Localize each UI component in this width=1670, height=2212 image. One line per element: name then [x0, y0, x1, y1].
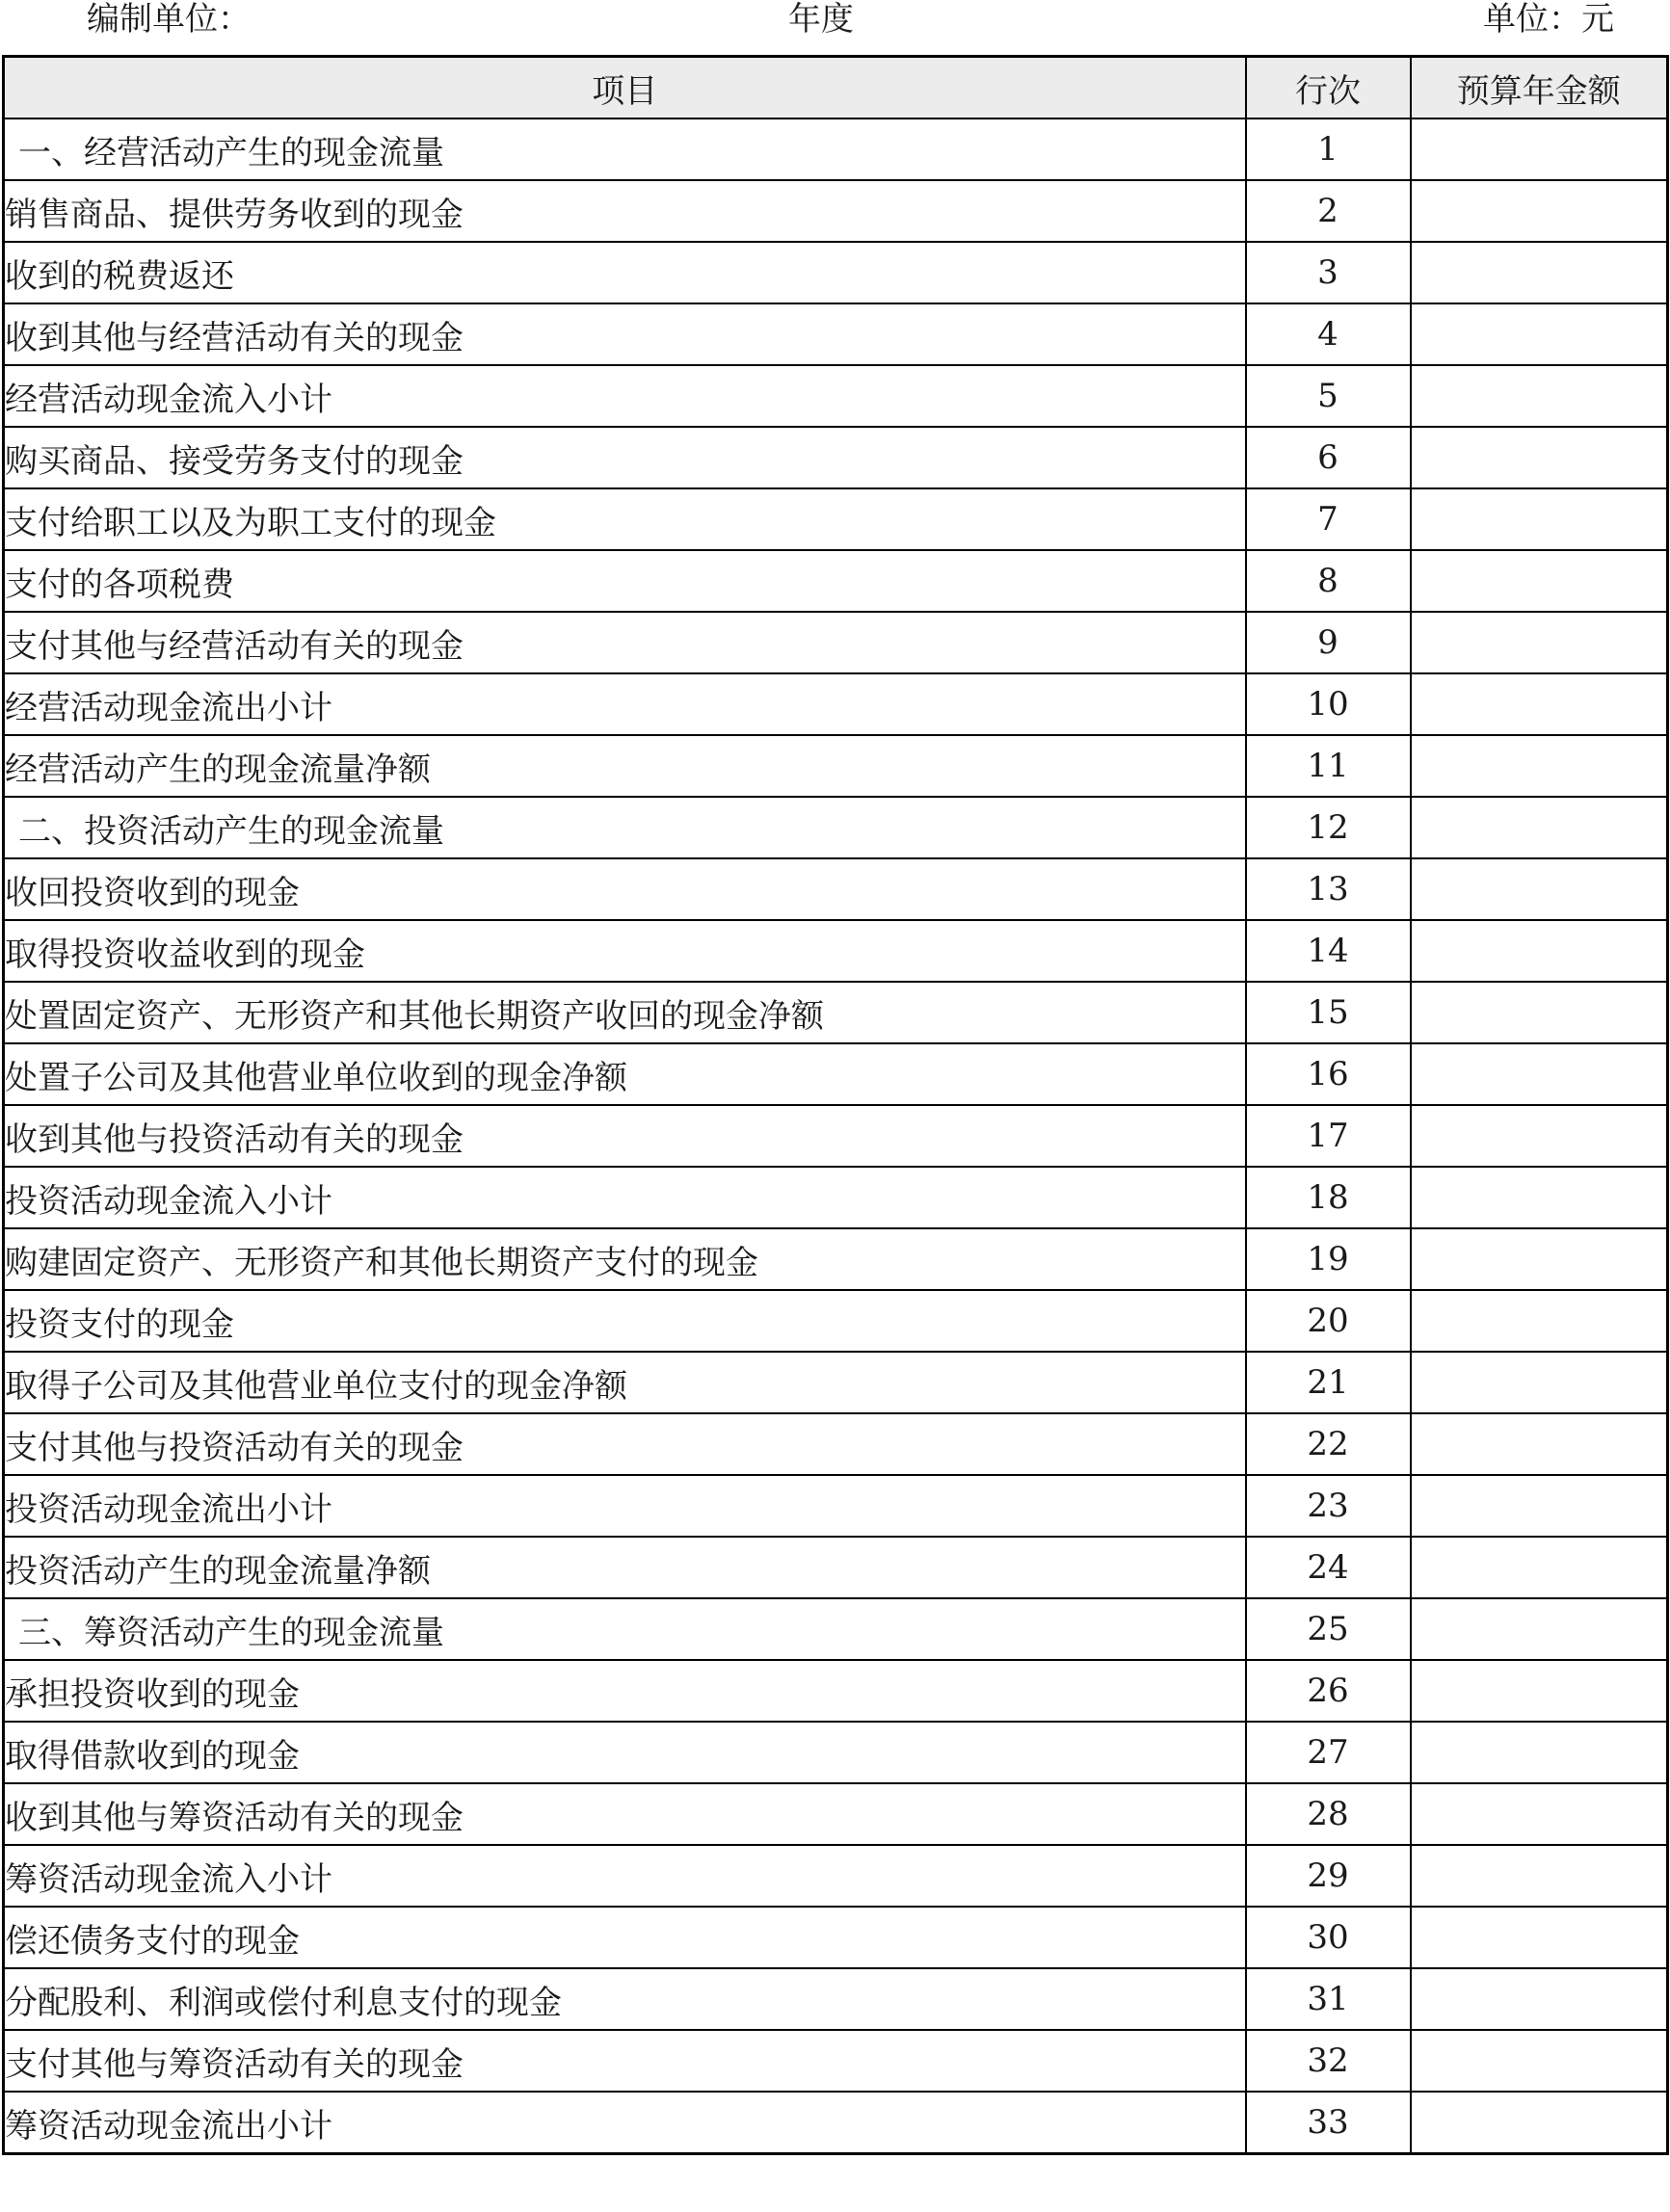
- row-amount-cell[interactable]: [1411, 735, 1668, 797]
- row-line-number: 9: [1246, 612, 1411, 673]
- table-row: [4, 673, 1668, 735]
- table-row: [4, 488, 1668, 550]
- row-amount-cell[interactable]: [1411, 1907, 1668, 1968]
- column-header-amount: 预算年金额: [1411, 57, 1668, 119]
- row-item-label: 处置子公司及其他营业单位收到的现金净额: [4, 1043, 1246, 1105]
- table-row: [4, 1968, 1668, 2030]
- row-item-label: 二、投资活动产生的现金流量: [4, 797, 1246, 858]
- org-label: 编制单位：: [87, 0, 251, 39]
- row-line-number: 6: [1246, 427, 1411, 488]
- unit-label: 单位：元: [1483, 0, 1614, 39]
- row-line-number: 32: [1246, 2030, 1411, 2092]
- row-line-number: 12: [1246, 797, 1411, 858]
- table-row: [4, 1167, 1668, 1228]
- row-line-number: 22: [1246, 1413, 1411, 1475]
- row-line-number: 4: [1246, 303, 1411, 365]
- table-row: [4, 427, 1668, 488]
- row-line-number: 28: [1246, 1783, 1411, 1845]
- table-row: [4, 180, 1668, 242]
- row-line-number: 24: [1246, 1537, 1411, 1598]
- row-amount-cell[interactable]: [1411, 1228, 1668, 1290]
- row-amount-cell[interactable]: [1411, 673, 1668, 735]
- row-line-number: 7: [1246, 488, 1411, 550]
- row-amount-cell[interactable]: [1411, 1290, 1668, 1352]
- row-amount-cell[interactable]: [1411, 982, 1668, 1043]
- row-amount-cell[interactable]: [1411, 1167, 1668, 1228]
- row-amount-cell[interactable]: [1411, 1352, 1668, 1413]
- table-row: [4, 1907, 1668, 1968]
- row-amount-cell[interactable]: [1411, 1043, 1668, 1105]
- section-row: [4, 1598, 1668, 1660]
- row-amount-cell[interactable]: [1411, 242, 1668, 303]
- row-line-number: 33: [1246, 2092, 1411, 2154]
- row-amount-cell[interactable]: [1411, 797, 1668, 858]
- row-item-label: 支付其他与投资活动有关的现金: [4, 1413, 1246, 1475]
- row-line-number: 30: [1246, 1907, 1411, 1968]
- row-item-label: 取得子公司及其他营业单位支付的现金净额: [4, 1352, 1246, 1413]
- row-item-label: 销售商品、提供劳务收到的现金: [4, 180, 1246, 242]
- row-line-number: 17: [1246, 1105, 1411, 1167]
- report-header: [0, 0, 1670, 50]
- row-line-number: 8: [1246, 550, 1411, 612]
- row-item-label: 投资活动产生的现金流量净额: [4, 1537, 1246, 1598]
- year-label: 年度: [788, 0, 854, 39]
- table-body: [4, 118, 1668, 2154]
- table-row: [4, 365, 1668, 427]
- row-line-number: 3: [1246, 242, 1411, 303]
- row-line-number: 19: [1246, 1228, 1411, 1290]
- row-item-label: 支付其他与筹资活动有关的现金: [4, 2030, 1246, 2092]
- table-row: [4, 1043, 1668, 1105]
- row-amount-cell[interactable]: [1411, 1105, 1668, 1167]
- table-row: [4, 2030, 1668, 2092]
- section-row: [4, 118, 1668, 180]
- row-line-number: 11: [1246, 735, 1411, 797]
- table-row: [4, 1352, 1668, 1413]
- row-line-number: 27: [1246, 1722, 1411, 1783]
- row-item-label: 投资支付的现金: [4, 1290, 1246, 1352]
- row-item-label: 三、筹资活动产生的现金流量: [4, 1598, 1246, 1660]
- row-amount-cell[interactable]: [1411, 858, 1668, 920]
- row-amount-cell[interactable]: [1411, 427, 1668, 488]
- table-row: [4, 1105, 1668, 1167]
- row-item-label: 经营活动产生的现金流量净额: [4, 735, 1246, 797]
- row-line-number: 25: [1246, 1598, 1411, 1660]
- row-amount-cell[interactable]: [1411, 1413, 1668, 1475]
- row-item-label: 经营活动现金流入小计: [4, 365, 1246, 427]
- column-header-item: 项目: [4, 57, 1246, 119]
- row-item-label: 取得借款收到的现金: [4, 1722, 1246, 1783]
- column-header-line: 行次: [1246, 57, 1411, 119]
- row-amount-cell[interactable]: [1411, 1722, 1668, 1783]
- table-row: [4, 858, 1668, 920]
- row-line-number: 2: [1246, 180, 1411, 242]
- table-row: [4, 1783, 1668, 1845]
- row-amount-cell[interactable]: [1411, 612, 1668, 673]
- row-amount-cell[interactable]: [1411, 1845, 1668, 1907]
- row-item-label: 经营活动现金流出小计: [4, 673, 1246, 735]
- table-row: [4, 1228, 1668, 1290]
- row-item-label: 筹资活动现金流入小计: [4, 1845, 1246, 1907]
- row-amount-cell[interactable]: [1411, 1660, 1668, 1722]
- table-row: [4, 612, 1668, 673]
- row-item-label: 投资活动现金流入小计: [4, 1167, 1246, 1228]
- table-row: [4, 735, 1668, 797]
- row-item-label: 支付其他与经营活动有关的现金: [4, 612, 1246, 673]
- row-line-number: 31: [1246, 1968, 1411, 2030]
- row-amount-cell[interactable]: [1411, 488, 1668, 550]
- row-item-label: 处置固定资产、无形资产和其他长期资产收回的现金净额: [4, 982, 1246, 1043]
- table-row: [4, 242, 1668, 303]
- row-amount-cell[interactable]: [1411, 303, 1668, 365]
- row-amount-cell[interactable]: [1411, 1783, 1668, 1845]
- table-row: [4, 1475, 1668, 1537]
- row-amount-cell[interactable]: [1411, 1475, 1668, 1537]
- row-item-label: 购买商品、接受劳务支付的现金: [4, 427, 1246, 488]
- row-item-label: 一、经营活动产生的现金流量: [4, 118, 1246, 180]
- table-row: [4, 920, 1668, 982]
- row-line-number: 10: [1246, 673, 1411, 735]
- row-item-label: 分配股利、利润或偿付利息支付的现金: [4, 1968, 1246, 2030]
- row-amount-cell[interactable]: [1411, 118, 1668, 180]
- row-item-label: 收到其他与经营活动有关的现金: [4, 303, 1246, 365]
- row-line-number: 13: [1246, 858, 1411, 920]
- row-line-number: 21: [1246, 1352, 1411, 1413]
- row-item-label: 偿还债务支付的现金: [4, 1907, 1246, 1968]
- row-amount-cell[interactable]: [1411, 2030, 1668, 2092]
- row-amount-cell[interactable]: [1411, 550, 1668, 612]
- row-item-label: 收到的税费返还: [4, 242, 1246, 303]
- row-item-label: 收到其他与筹资活动有关的现金: [4, 1783, 1246, 1845]
- table-row: [4, 982, 1668, 1043]
- row-item-label: 投资活动现金流出小计: [4, 1475, 1246, 1537]
- table-row: [4, 303, 1668, 365]
- table-row: [4, 1290, 1668, 1352]
- row-line-number: 1: [1246, 118, 1411, 180]
- table-row: [4, 1537, 1668, 1598]
- row-item-label: 收回投资收到的现金: [4, 858, 1246, 920]
- row-line-number: 14: [1246, 920, 1411, 982]
- row-amount-cell[interactable]: [1411, 2092, 1668, 2154]
- table-row: [4, 2092, 1668, 2154]
- row-line-number: 29: [1246, 1845, 1411, 1907]
- row-line-number: 5: [1246, 365, 1411, 427]
- table-row: [4, 1722, 1668, 1783]
- table-row: [4, 1413, 1668, 1475]
- row-amount-cell[interactable]: [1411, 1968, 1668, 2030]
- table-row: [4, 1660, 1668, 1722]
- row-item-label: 购建固定资产、无形资产和其他长期资产支付的现金: [4, 1228, 1246, 1290]
- row-item-label: 支付给职工以及为职工支付的现金: [4, 488, 1246, 550]
- row-line-number: 15: [1246, 982, 1411, 1043]
- table-row: [4, 1845, 1668, 1907]
- row-item-label: 筹资活动现金流出小计: [4, 2092, 1246, 2154]
- row-line-number: 16: [1246, 1043, 1411, 1105]
- row-amount-cell[interactable]: [1411, 1598, 1668, 1660]
- row-item-label: 承担投资收到的现金: [4, 1660, 1246, 1722]
- table-header-row: [4, 57, 1668, 119]
- section-row: [4, 797, 1668, 858]
- row-item-label: 取得投资收益收到的现金: [4, 920, 1246, 982]
- table-row: [4, 550, 1668, 612]
- row-amount-cell[interactable]: [1411, 365, 1668, 427]
- row-item-label: 支付的各项税费: [4, 550, 1246, 612]
- row-amount-cell[interactable]: [1411, 1537, 1668, 1598]
- row-item-label: 收到其他与投资活动有关的现金: [4, 1105, 1246, 1167]
- row-line-number: 26: [1246, 1660, 1411, 1722]
- row-line-number: 18: [1246, 1167, 1411, 1228]
- cash-flow-budget-table: [2, 55, 1669, 2155]
- row-line-number: 20: [1246, 1290, 1411, 1352]
- row-amount-cell[interactable]: [1411, 920, 1668, 982]
- row-line-number: 23: [1246, 1475, 1411, 1537]
- row-amount-cell[interactable]: [1411, 180, 1668, 242]
